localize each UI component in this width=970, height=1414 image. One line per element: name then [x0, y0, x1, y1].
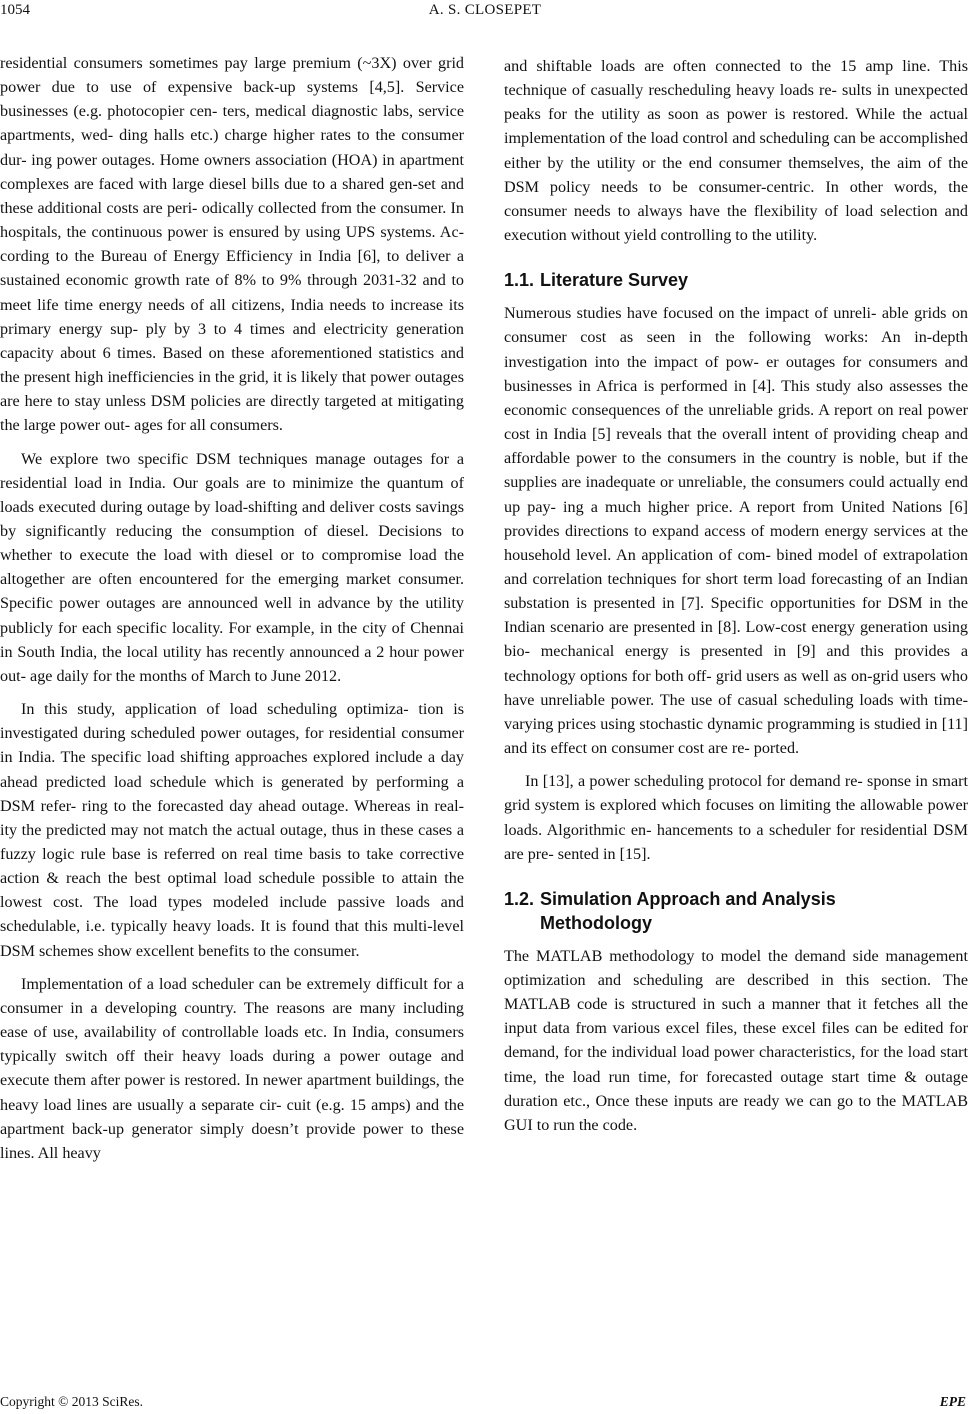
section-title-line1: Simulation Approach and Analysis — [540, 888, 836, 909]
page-number: 1054 — [0, 2, 30, 18]
section-title-line2: Methodology — [540, 912, 652, 933]
body-paragraph: The MATLAB methodology to model the demand side management optimization and scheduling are described in this section. The MATLAB code is structured in such a manner that it fetches all the input data from various excel files, these excel files can be edited for demand, for the individual load power characteristics, for the load start time, the load run time, for forecasted outage start time & outage duration etc., Once these inputs are ready we can go to the MATLAB GUI to run the code. — [504, 947, 968, 1134]
body-paragraph: Numerous studies have focused on the impact of unreli- able grids on consumer cost as seen in the following works: An in-depth investigation into the impact of pow- er outages for consumers and businesses in Africa is performed in [4]. This study also assesses the economic consequences of the unreliable grids. A report on real power cost in India [5] reveals that the overall intent of providing cheap and affordable power to the consumers in the country is noble, but if the supplies are inadequate or unreliable, the consumers could actually end up pay- ing a much higher price. A report from United Nations [6] provides directions to expand access of modern energy services at the household level. An application of com- bined model of extrapolation and correlation techniques for short term load forecasting of an Indian substation is presented in [7]. Specific opportunities for DSM in the Indian scenario are presented in [8]. Low-cost energy generation using bio- mechanical energy is presented in [9] and this provides a technology options for both off- grid users as well as on-grid users who have unreliable power. The use of casual scheduling loads with time- varying prices using stochastic dynamic programming is studied in [11] and its effect on consumer cost are re- ported. — [504, 305, 968, 758]
section-heading-simulation-approach — [504, 887, 968, 935]
running-head: A. S. CLOSEPET — [428, 2, 542, 18]
body-paragraph: and shiftable loads are often connected to the 15 amp line. This technique of casually rescheduling heavy loads re- sults in unexpected peaks for the utility as soon as power is restored. While the actual implementation of the load control and scheduling can be accomplished either by the utility or the end consumer themselves, the aim of the DSM policy needs to be consumer-centric. In other words, the consumer needs to always have the flexibility of load selection and execution without yield controlling to the utility. — [504, 58, 968, 245]
body-paragraph: We explore two specific DSM techniques manage outages for a residential load in India. Our goals are to minimize the quantum of loads executed during outage by load-shifting and deliver costs savings by significantly reducing the consumption of diesel. Decisions to whether to execute the load with diesel or to compromise load the altogether are often encountered for the emerging market consumer. Specific power outages are announced well in advance by the utility publicly for each specific locality. For example, in the city of Chennai in South India, the local utility has recently announced a 2 hour power out- age daily for the months of March to June 2012. — [0, 450, 464, 685]
right-column — [504, 55, 968, 1138]
body-paragraph: Implementation of a load scheduler can be extremely difficult for a consumer in a developing country. The reasons are many including ease of use, availability of controllable loads etc. In India, consumers typically switch off their heavy loads during a power outage and execute them after power is restored. In newer apartment buildings, the heavy load lines are usually a separate cir- cuit (e.g. 15 amps) and the apartment back-up generator simply doesn’t provide power to these lines. All heavy — [0, 975, 464, 1162]
journal-abbrev: EPE — [939, 1394, 966, 1409]
left-column — [0, 52, 464, 1166]
body-paragraph: In this study, application of load scheduling optimiza- tion is investigated during scheduled power outages, for residential consumer in India. The specific load shifting approaches explored include a day ahead predicted load schedule which is generated by performing a DSM refer- ring to the forecasted day ahead outage. Whereas in real- ity the predicted may not match the actual outage, thus in these cases a fuzzy logic rule base is referred on real time basis to take corrective action & reach the best optimal load schedule possible to attain the lowest cost. The load types modeled include passive loads and schedulable, i.e. typically heavy loads. It is found that this multi-level DSM schemes show excellent benefits to the consumer. — [0, 701, 464, 960]
section-title: Literature Survey — [540, 270, 689, 291]
page-header — [0, 0, 970, 40]
body-paragraph: residential consumers sometimes pay large premium (~3X) over grid power due to use of expensive back-up systems [4,5]. Service businesses (e.g. photocopier cen- ters, medical diagnostic labs, service apartments, wed- ding halls etc.) charge higher rates to the consumer dur- ing power outages. Home owners association (HOA) in apartment complexes are faced with large diesel bills due to a shared gen-set and these additional costs are peri- odically collected from the consumer. In hospitals, the continuous power is ensured by using UPS systems. Ac- cording to the Bureau of Energy Efficiency in India [6], to deliver a sustained economic growth rate of 8% to 9% through 2031-32 and to meet life time energy needs of all citizens, India needs to increase its primary energy sup- ply by 3 to 4 times and electricity generation capacity about 6 times. Based on these aforementioned statistics and the present high inefficiencies in the grid, it is likely that power outages are here to stay unless DSM policies are directly targeted at mitigating the large power out- ages for all consumers. — [0, 55, 464, 435]
section-number: 1.2. — [504, 888, 535, 909]
page-footer — [0, 1394, 970, 1414]
copyright-notice: Copyright © 2013 SciRes. — [0, 1394, 144, 1409]
body-paragraph: In [13], a power scheduling protocol for demand re- sponse in smart grid system is explored which focuses on limiting the allowable power loads. Algorithmic en- hancements to a scheduler for residential DSM are pre- sented in [15]. — [504, 773, 968, 863]
section-heading-literature-survey — [504, 268, 968, 292]
section-number: 1.1. — [504, 270, 535, 291]
